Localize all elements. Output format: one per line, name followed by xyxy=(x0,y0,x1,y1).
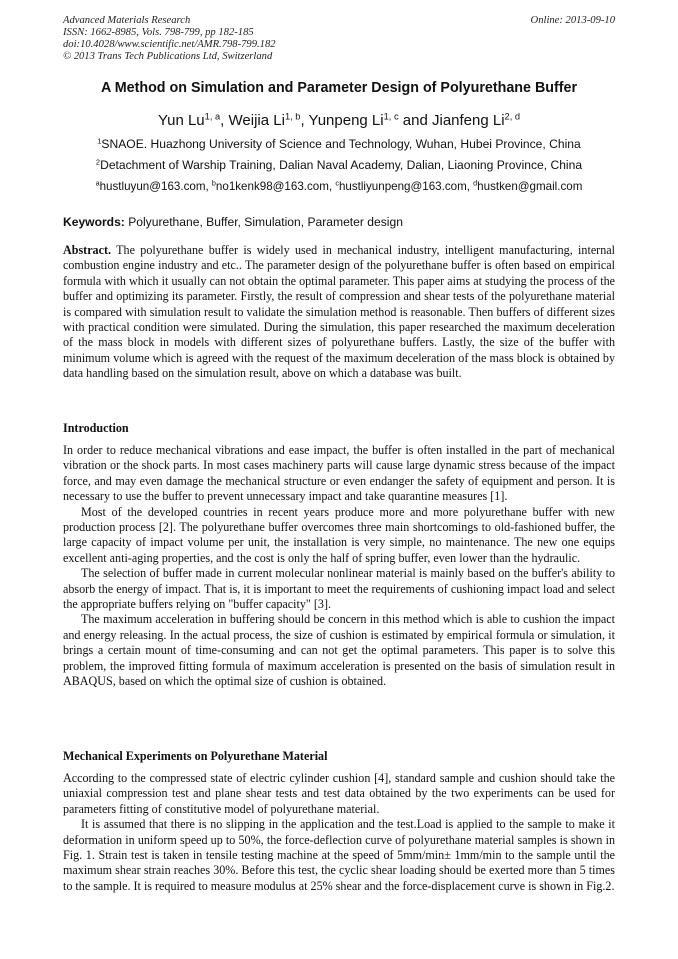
affiliation-text: SNAOE. Huazhong University of Science and Technology, Wuhan, Hubei Province, China xyxy=(101,137,581,151)
paragraph: The selection of buffer made in current molecular nonlinear material is mainly based on the buffer's ability to absorb the energy of impact. That is, it is important to meet the requirements of cushioning impact load and select the appropriate buffers relying on "buffer capacity" [3]. xyxy=(63,566,615,612)
paragraph: Most of the developed countries in recent years produce more and more polyurethane buffer with new production process [2]. The polyurethane buffer overcomes three main shortcomings to old-fashioned buffer, the large capacity of impact volume per unit, the installation is very simple, no maintenance. The new one equips excellent anti-aging properties, and the cost is only the half of spring buffer, even lower than the hydraulic. xyxy=(63,504,615,565)
paragraph: In order to reduce mechanical vibrations and ease impact, the buffer is often installed in the part of mechanical vibration or the shock parts. In most cases machinery parts will cause large dynamic stress because of the impact force, and may even damage the mechanical structure or even endanger the safety of equipment and person. It is necessary to use the buffer to prevent unnecessary impact and take quarantine measures [1]. xyxy=(63,443,615,504)
author-name: Yun Lu xyxy=(157,112,205,129)
copyright-line: © 2013 Trans Tech Publications Ltd, Switzerland xyxy=(63,51,273,62)
email-address: hustluyun@163.com, xyxy=(99,180,212,193)
journal-name: Advanced Materials Research xyxy=(63,15,191,26)
author-name: Weijia Li xyxy=(228,112,285,129)
email-mark: d xyxy=(473,178,478,188)
author-list xyxy=(0,112,678,129)
email-address: no1kenk98@163.com, xyxy=(215,180,336,193)
affiliation-1 xyxy=(0,137,678,151)
affiliation-mark: 2 xyxy=(95,157,101,167)
keywords-label: Keywords: xyxy=(63,215,125,229)
author-name: Jianfeng Li xyxy=(431,112,505,129)
abstract-label: Abstract. xyxy=(63,243,112,257)
mechanical-heading: Mechanical Experiments on Polyurethane Material xyxy=(63,749,328,763)
author-affil-mark: 2, d xyxy=(504,111,521,122)
email-mark: b xyxy=(211,178,216,188)
online-date: Online: 2013-09-10 xyxy=(530,15,615,26)
journal-header xyxy=(63,15,615,63)
author-affil-mark: 1, b xyxy=(284,111,301,122)
keywords xyxy=(63,215,615,229)
email-address: hustken@gmail.com xyxy=(477,180,583,193)
email-list xyxy=(0,180,678,193)
paragraph: It is assumed that there is no slipping in the application and the test.Load is applied to the sample to make it deformation in uniform speed up to 50%, the force-deflection curve of polyurethane material samples is shown in Fig. 1. Strain test is taken in tensile testing machine at the speed of 5mm/min± 1mm/min to the sample until the maximum shear strain reaches 30%. Before this test, the cyclic shear loading should be exerted more than 5 times to the sample. It is required to measure modulus at 25% shear and the force-displacement curve is shown in Fig.2. xyxy=(63,817,615,893)
paragraph: According to the compressed state of electric cylinder cushion [4], standard sample and cushion should take the uniaxial compression test and plane shear tests and test data obtained by the two experiments can be used for parameters fitting of constitutive model of polyurethane material. xyxy=(63,771,615,816)
abstract-text: The polyurethane buffer is widely used in mechanical industry, intelligent manufacturing, internal combustion engine industry and etc.. The parameter design of the polyurethane buffer is often based on empirical formula with which it usually can not obtain the optimal parameter. This paper aims at studying the process of the buffer and optimizing its parameter. Firstly, the result of compression and shear tests of the polyurethane material is compared with simulation result to validate the simulation method is reasonable. Then buffers of different sizes with practical condition were simulated. During the simulation, this paper researched the maximum deceleration of the mass block in models with different sizes of polyurethane buffers. Lastly, the size of the buffer with minimum volume which is agreed with the request of the maximum deceleration of the mass block is obtained by data handling based on the simulation result, above on which a database was built. xyxy=(63,243,615,381)
email-mark: c xyxy=(335,178,339,188)
email-address: hustliyunpeng@163.com, xyxy=(338,180,474,193)
introduction-heading: Introduction xyxy=(63,421,129,435)
mechanical-body xyxy=(63,771,615,894)
author-affil-mark: 1, c xyxy=(383,111,399,122)
paragraph: The maximum acceleration in buffering should be concern in this method which is able to cushion the impact and energy releasing. In the actual process, the size of cushion is estimated by empirical formula or simulation, it brings a certain mount of time-consuming and can not get the optimal parameters. This paper is to solve this problem, the improved fitting formula of maximum acceleration is presented on the basis of simulation result in ABAQUS, based on which the optimal size of cushion is obtained. xyxy=(63,612,615,689)
introduction-body xyxy=(63,443,615,690)
issn-line: ISSN: 1662-8985, Vols. 798-799, pp 182-185 xyxy=(63,27,254,38)
affiliation-text: Detachment of Warship Training, Dalian Naval Academy, Dalian, Liaoning Province, China xyxy=(100,158,583,172)
email-mark: a xyxy=(95,178,100,188)
paper-title: A Method on Simulation and Parameter Design of Polyurethane Buffer xyxy=(100,80,578,96)
author-separator: and xyxy=(398,112,432,129)
author-name: Yunpeng Li xyxy=(308,112,384,129)
doi-line: doi:10.4028/www.scientific.net/AMR.798-799.182 xyxy=(63,39,276,50)
affiliation-2 xyxy=(0,158,678,172)
keywords-text: Polyurethane, Buffer, Simulation, Parameter design xyxy=(124,215,403,229)
abstract xyxy=(63,243,615,382)
affiliation-mark: 1 xyxy=(97,136,102,146)
author-separator: , xyxy=(300,112,309,129)
author-affil-mark: 1, a xyxy=(204,111,221,122)
author-separator: , xyxy=(220,112,229,129)
